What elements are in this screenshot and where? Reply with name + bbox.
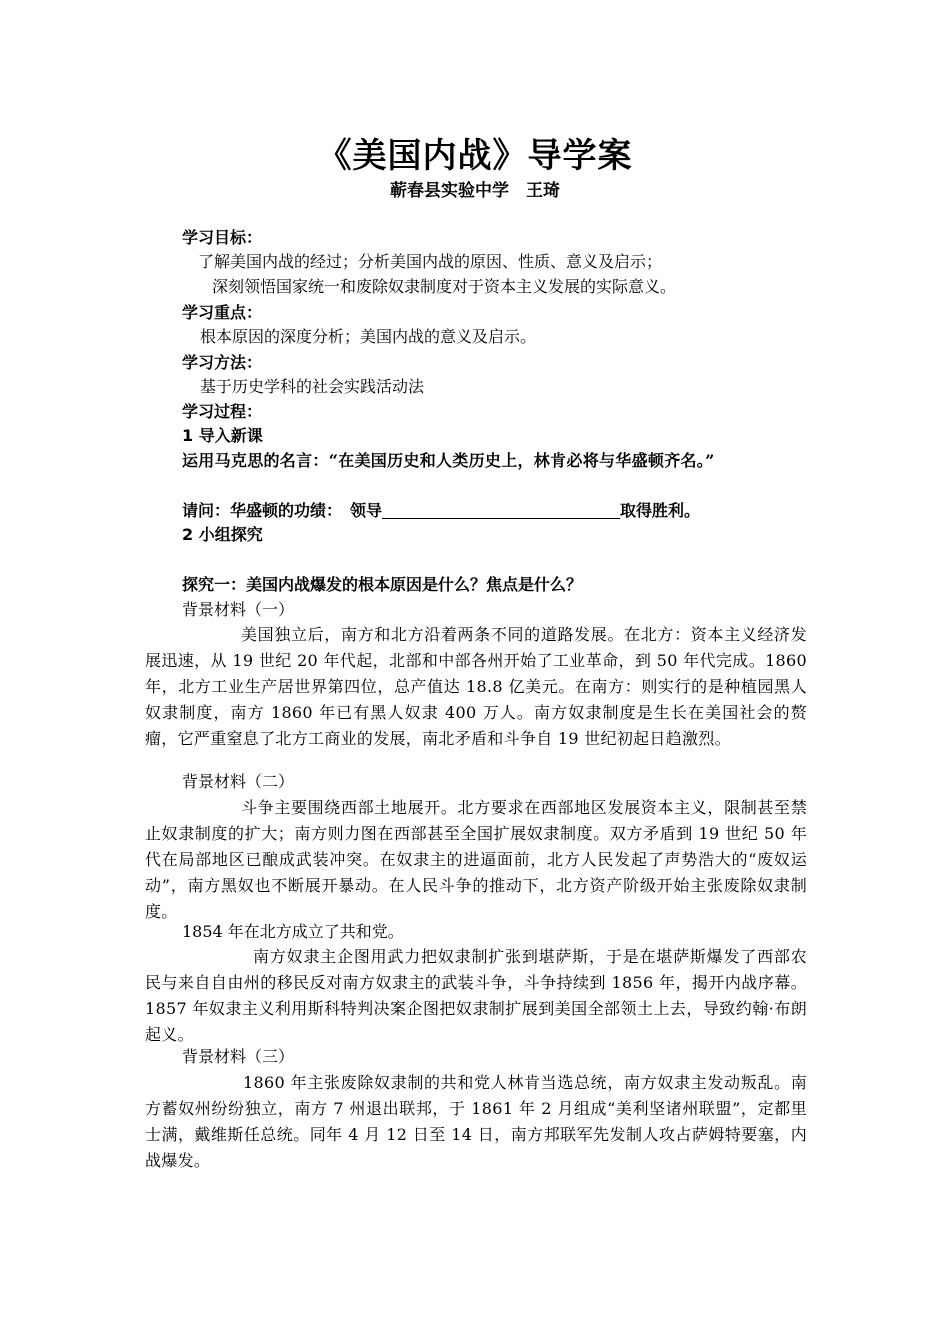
question-suffix: 取得胜利。 (620, 501, 701, 520)
step-2-label: 2 小组探究 (182, 525, 263, 544)
material-1-title: 背景材料（一） (182, 600, 295, 619)
material-3-title: 背景材料（三） (182, 1047, 295, 1066)
question-prefix: 请问：华盛顿的功绩： 领导 (182, 501, 383, 520)
document-title: 《美国内战》导学案 (317, 136, 633, 176)
washington-question (182, 499, 700, 523)
material-2-title: 背景材料（二） (182, 772, 295, 791)
answer-blank[interactable] (382, 500, 620, 519)
objectives-line-1: 了解美国内战的经过；分析美国内战的原因、性质、意义及启示； (198, 252, 663, 271)
method-heading: 学习方法： (182, 353, 263, 372)
material-2-text: 斗争主要围绕西部土地展开。北方要求在西部地区发展资本主义，限制甚至禁止奴隶制度的扩大；南方则力图在西部甚至全国扩展奴隶制度。双方矛盾到 19 世纪 50 年代在局部地区已酿成武装冲突。在奴隶主的进逼面前，北方人民发起了声势浩大的“废奴运动”，南方黑奴也不断展开暴动。在人民斗争的推动下，北方资产阶级开始主张废除奴隶制度。 (145, 798, 807, 921)
material-1-text: 美国独立后，南方和北方沿着两条不同的道路发展。在北方：资本主义经济发展迅速，从 19 世纪 20 年代起，北部和中部各州开始了工业革命，到 50 年代完成。1860 年，北方工业生产居世界第四位，总产值达 18.8 亿美元。在南方：则实行的是种植园黑人奴隶制度，南方 1860 年已有黑人奴隶 400 万人。南方奴隶制度是生长在美国社会的赘瘤，它严重窒息了北方工商业的发展，南北矛盾和斗争自 19 世纪初起日趋激烈。 (145, 625, 807, 748)
inquiry-1-heading: 探究一：美国内战爆发的根本原因是什么？焦点是什么？ (182, 575, 583, 594)
marx-quote: 运用马克思的名言：“在美国历史和人类历史上，林肯必将与华盛顿齐名。” (182, 451, 715, 470)
author-line: 蕲春县实验中学 王琦 (390, 181, 560, 201)
republican-party-line: 1854 年在北方成立了共和党。 (182, 922, 404, 941)
focus-heading: 学习重点： (182, 303, 263, 322)
method-text: 基于历史学科的社会实践活动法 (200, 377, 425, 396)
objectives-heading: 学习目标： (182, 228, 263, 247)
material-3-text: 1860 年主张废除奴隶制的共和党人林肯当选总统，南方奴隶主发动叛乱。南方蓄奴州纷纷独立，南方 7 州退出联邦，于 1861 年 2 月组成“美利坚诸州联盟”，定都里士满，戴维斯任总统。同年 4 月 12 日至 14 日，南方邦联军先发制人攻占萨姆特要塞，内战爆发。 (145, 1073, 807, 1170)
focus-text: 根本原因的深度分析；美国内战的意义及启示。 (200, 327, 537, 346)
step-1-label: 1 导入新课 (182, 426, 263, 445)
objectives-line-2: 深刻领悟国家统一和废除奴隶制度对于资本主义发展的实际意义。 (212, 277, 677, 296)
material-2-text-2: 南方奴隶主企图用武力把奴隶制扩张到堪萨斯，于是在堪萨斯爆发了西部农民与来自自由州的移民反对南方奴隶主的武装斗争，斗争持续到 1856 年，揭开内战序幕。1857 年奴隶主义利用斯科特判决案企图把奴隶制扩展到美国全部领土上去，导致约翰·布朗起义。 (145, 947, 807, 1044)
process-heading: 学习过程： (182, 402, 263, 421)
